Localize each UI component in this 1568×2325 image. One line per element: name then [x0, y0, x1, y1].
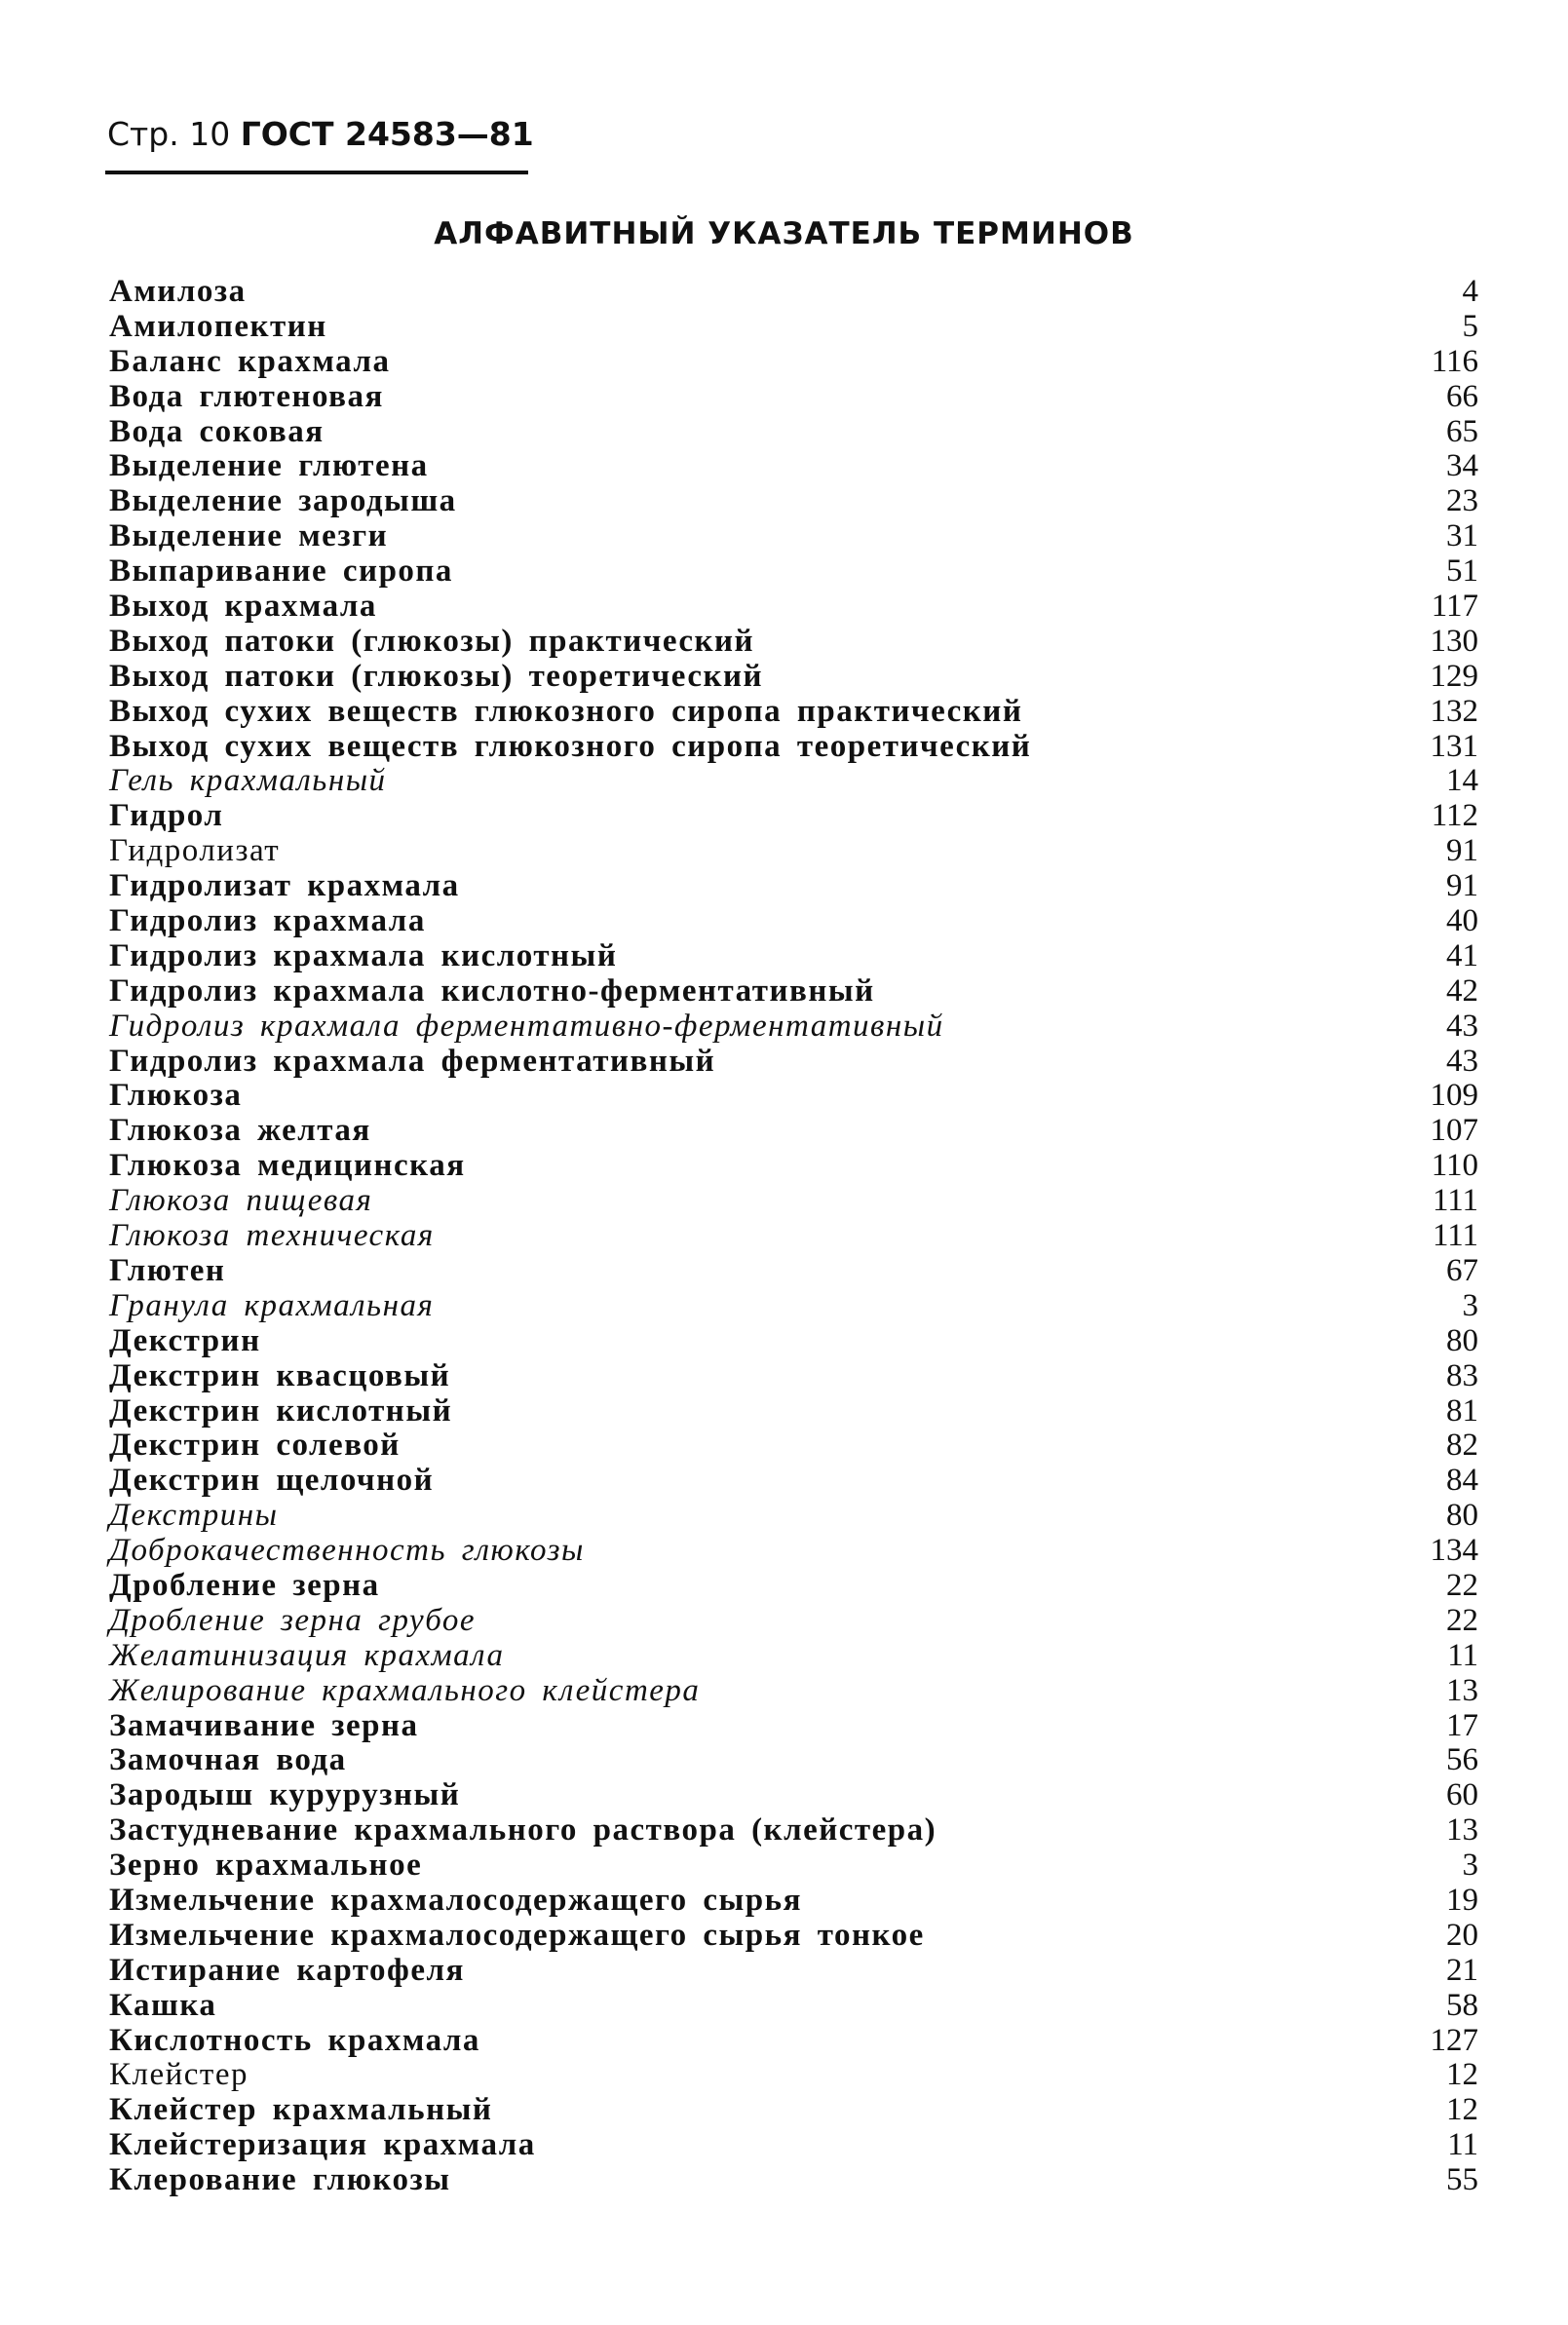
index-term: Истирание картофеля	[109, 1952, 465, 1988]
index-term: Дробление зерна грубое	[109, 1602, 476, 1638]
index-term-number: 13	[1446, 1812, 1478, 1849]
index-entry	[0, 590, 1568, 625]
index-entry	[0, 1394, 1568, 1429]
index-term: Баланс крахмала	[109, 343, 391, 379]
index-term: Декстрины	[109, 1498, 279, 1534]
index-term: Измельчение крахмалосодержащего сырья тонкое	[109, 1917, 925, 1953]
index-term: Гидрол	[109, 798, 224, 834]
index-entry	[0, 1010, 1568, 1045]
index-term: Декстрин	[109, 1322, 261, 1358]
index-term-number: 40	[1446, 903, 1478, 939]
index-entry	[0, 1778, 1568, 1813]
index-term: Зерно крахмальное	[109, 1848, 423, 1884]
index-term: Выделение глютена	[109, 448, 429, 484]
index-entry	[0, 939, 1568, 974]
index-term-number: 4	[1462, 274, 1478, 309]
index-entry	[0, 799, 1568, 834]
index-term-number: 60	[1446, 1777, 1478, 1813]
index-term-number: 19	[1446, 1882, 1478, 1918]
index-title: АЛФАВИТНЫЙ УКАЗАТЕЛЬ ТЕРМИНОВ	[434, 216, 1134, 251]
index-term: Вода глютеновая	[109, 378, 384, 414]
index-term: Выход сухих веществ глюкозного сиропа теоретический	[109, 728, 1032, 764]
index-entry	[0, 1289, 1568, 1324]
index-term-number: 107	[1430, 1113, 1478, 1149]
index-term: Кашка	[109, 1987, 217, 2023]
index-term-number: 14	[1446, 763, 1478, 799]
index-term-number: 55	[1446, 2162, 1478, 2198]
index-term-number: 5	[1462, 308, 1478, 344]
index-term-number: 83	[1446, 1357, 1478, 1393]
index-term-number: 109	[1430, 1078, 1478, 1114]
index-term-number: 41	[1446, 937, 1478, 973]
index-term-number: 116	[1431, 343, 1478, 379]
index-term: Декстрин квасцовый	[109, 1357, 451, 1393]
index-term-number: 110	[1431, 1148, 1478, 1184]
index-term-number: 84	[1446, 1463, 1478, 1499]
index-term: Застудневание крахмального раствора (клейстера)	[109, 1812, 937, 1849]
index-term-number: 131	[1430, 728, 1478, 764]
index-term: Гидролиз крахмала ферментативно-ферментативный	[109, 1008, 944, 1044]
index-entry	[0, 1429, 1568, 1464]
index-term-number: 80	[1446, 1498, 1478, 1534]
index-term-number: 111	[1432, 1218, 1478, 1254]
index-term: Кислотность крахмала	[109, 2022, 480, 2058]
index-entry	[0, 1499, 1568, 1534]
index-entry	[0, 2128, 1568, 2163]
index-term-number: 67	[1446, 1252, 1478, 1288]
index-term: Глюкоза пищевая	[109, 1183, 373, 1219]
index-entry	[0, 449, 1568, 484]
index-term-number: 80	[1446, 1322, 1478, 1358]
index-term: Глюкоза техническая	[109, 1218, 435, 1254]
index-entry	[0, 695, 1568, 730]
index-entry	[0, 2024, 1568, 2059]
index-entry	[0, 1149, 1568, 1184]
index-entry	[0, 380, 1568, 415]
index-term-number: 111	[1432, 1183, 1478, 1219]
index-entry	[0, 1709, 1568, 1744]
index-term: Выделение зародыша	[109, 483, 457, 519]
index-entry	[0, 2163, 1568, 2198]
index-term-number: 42	[1446, 972, 1478, 1009]
index-term-number: 127	[1430, 2022, 1478, 2058]
index-term: Выход патоки (глюкозы) практический	[109, 623, 755, 659]
index-entry	[0, 2058, 1568, 2093]
index-term-number: 43	[1446, 1008, 1478, 1044]
index-term-number: 3	[1462, 1848, 1478, 1884]
index-term: Глютен	[109, 1252, 226, 1288]
index-term-number: 31	[1446, 518, 1478, 554]
index-term-number: 17	[1446, 1707, 1478, 1743]
index-entry	[0, 1743, 1568, 1778]
header-rule	[105, 171, 528, 174]
index-entry	[0, 1219, 1568, 1254]
index-entry	[0, 345, 1568, 380]
index-term-number: 22	[1446, 1567, 1478, 1603]
index-entry	[0, 2093, 1568, 2128]
index-term-number: 132	[1430, 693, 1478, 729]
index-entry	[0, 1079, 1568, 1114]
index-term-number: 91	[1446, 868, 1478, 904]
index-term-number: 23	[1446, 483, 1478, 519]
index-entry	[0, 484, 1568, 519]
index-term: Измельчение крахмалосодержащего сырья	[109, 1882, 802, 1918]
index-entry	[0, 1989, 1568, 2024]
index-term: Глюкоза медицинская	[109, 1148, 466, 1184]
index-term-number: 12	[1446, 2092, 1478, 2128]
index-term: Гранула крахмальная	[109, 1287, 435, 1323]
index-term: Гидролиз крахмала кислотно-ферментативный	[109, 972, 875, 1009]
index-entry	[0, 1359, 1568, 1394]
index-entry	[0, 1324, 1568, 1359]
index-entry	[0, 1954, 1568, 1989]
index-entry	[0, 1674, 1568, 1709]
index-term-number: 81	[1446, 1392, 1478, 1429]
index-entry	[0, 1045, 1568, 1080]
index-entry	[0, 1884, 1568, 1919]
index-term: Выделение мезги	[109, 518, 389, 554]
index-entry	[0, 1464, 1568, 1499]
index-term: Выпаривание сиропа	[109, 553, 453, 590]
standard-number: ГОСТ 24583—81	[240, 115, 534, 153]
index-entry	[0, 1569, 1568, 1604]
index-term-number: 13	[1446, 1672, 1478, 1708]
index-term-number: 34	[1446, 448, 1478, 484]
page-number-label: Стр. 10	[107, 115, 231, 153]
index-entry	[0, 1849, 1568, 1884]
index-term: Гель крахмальный	[109, 763, 387, 799]
index-term-number: 43	[1446, 1043, 1478, 1079]
index-term: Амилоза	[109, 274, 247, 309]
index-entry	[0, 519, 1568, 554]
index-term-number: 112	[1431, 798, 1478, 834]
index-term-number: 56	[1446, 1742, 1478, 1778]
index-entry	[0, 764, 1568, 799]
index-entry	[0, 730, 1568, 765]
index-entry	[0, 1604, 1568, 1639]
index-entry	[0, 1254, 1568, 1289]
index-entry	[0, 974, 1568, 1010]
index-term: Дробление зерна	[109, 1567, 380, 1603]
index-term: Замочная вода	[109, 1742, 347, 1778]
index-term-number: 11	[1447, 1637, 1478, 1673]
index-term-number: 58	[1446, 1987, 1478, 2023]
term-index-list	[0, 275, 1568, 2198]
index-term-number: 134	[1430, 1533, 1478, 1569]
index-term-number: 22	[1446, 1602, 1478, 1638]
index-term: Доброкачественность глюкозы	[109, 1533, 585, 1569]
index-entry	[0, 275, 1568, 310]
index-entry	[0, 904, 1568, 939]
index-term-number: 11	[1447, 2127, 1478, 2163]
index-term: Выход патоки (глюкозы) теоретический	[109, 658, 764, 694]
index-entry	[0, 1184, 1568, 1219]
index-term-number: 82	[1446, 1428, 1478, 1464]
index-term: Гидролиз крахмала	[109, 903, 426, 939]
index-entry	[0, 625, 1568, 660]
index-term-number: 66	[1446, 378, 1478, 414]
index-term: Декстрин солевой	[109, 1428, 401, 1464]
index-term: Выход сухих веществ глюкозного сиропа практический	[109, 693, 1023, 729]
index-term: Декстрин кислотный	[109, 1392, 453, 1429]
index-entry	[0, 1813, 1568, 1849]
index-entry	[0, 1639, 1568, 1674]
index-term: Выход крахмала	[109, 589, 377, 625]
index-term: Глюкоза	[109, 1078, 243, 1114]
index-term-number: 20	[1446, 1917, 1478, 1953]
index-term-number: 129	[1430, 658, 1478, 694]
index-term: Глюкоза желтая	[109, 1113, 371, 1149]
index-term: Замачивание зерна	[109, 1707, 419, 1743]
index-term: Клейстеризация крахмала	[109, 2127, 536, 2163]
index-term: Амилопектин	[109, 308, 327, 344]
index-term-number: 117	[1431, 589, 1478, 625]
index-term-number: 21	[1446, 1952, 1478, 1988]
index-entry	[0, 415, 1568, 450]
index-term-number: 12	[1446, 2057, 1478, 2093]
index-entry	[0, 554, 1568, 590]
index-term-number: 91	[1446, 833, 1478, 869]
index-term: Желатинизация крахмала	[109, 1637, 505, 1673]
index-term: Вода соковая	[109, 413, 325, 449]
index-entry	[0, 1534, 1568, 1569]
index-entry	[0, 834, 1568, 869]
index-term: Декстрин щелочной	[109, 1463, 435, 1499]
index-entry	[0, 1919, 1568, 1954]
page-header	[107, 115, 534, 153]
index-entry	[0, 1114, 1568, 1149]
index-term-number: 65	[1446, 413, 1478, 449]
index-term: Желирование крахмального клейстера	[109, 1672, 701, 1708]
index-term-number: 130	[1430, 623, 1478, 659]
index-term: Гидролиз крахмала кислотный	[109, 937, 618, 973]
index-term: Гидролизат	[109, 833, 281, 869]
index-term: Клейстер крахмальный	[109, 2092, 493, 2128]
index-term: Клейстер	[109, 2057, 249, 2093]
index-term: Клерование глюкозы	[109, 2162, 451, 2198]
index-entry	[0, 310, 1568, 345]
index-term-number: 3	[1462, 1287, 1478, 1323]
index-term: Гидролиз крахмала ферментативный	[109, 1043, 716, 1079]
index-term-number: 51	[1446, 553, 1478, 590]
index-term: Гидролизат крахмала	[109, 868, 460, 904]
index-entry	[0, 869, 1568, 904]
index-entry	[0, 660, 1568, 695]
index-term: Зародыш курурузный	[109, 1777, 461, 1813]
